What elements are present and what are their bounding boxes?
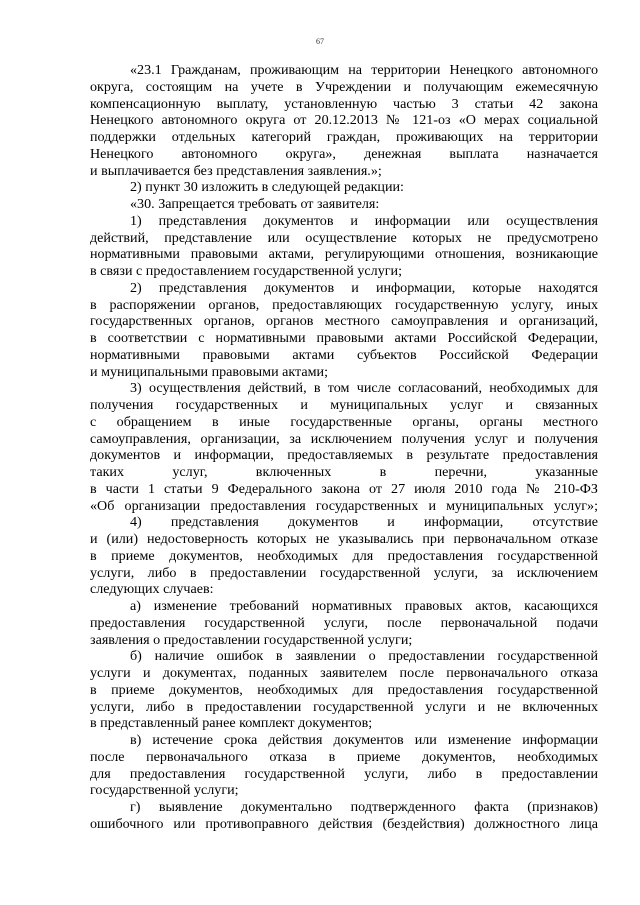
text-line: «Об организации предоставления государственных и муниципальных услуг»; bbox=[90, 497, 598, 514]
text-line: документов и информации, предоставляемых в результате предоставления bbox=[90, 447, 598, 464]
text-line: г) выявление документально подтвержденного факта (признаков) bbox=[130, 799, 598, 815]
text-line: в представленный ранее комплект документов; bbox=[90, 715, 373, 732]
text-line: государственных органов, органов местного самоуправления и организаций, bbox=[90, 313, 598, 330]
text-line: следующих случаев: bbox=[90, 581, 214, 598]
text-line: в части 1 статьи 9 Федерального закона от 27 июля 2010 года № 210-ФЗ bbox=[90, 480, 598, 497]
text-line: «23.1 Гражданам, проживающим на территории Ненецкого автономного bbox=[130, 62, 598, 78]
text-line: в соответствии с нормативными правовыми актами Российской Федерации, bbox=[90, 330, 598, 346]
text-line: и муниципальными правовыми актами; bbox=[90, 363, 329, 380]
text-line: услуги, либо в предоставлении государственной услуги, за исключением bbox=[90, 564, 598, 581]
text-line: в) истечение срока действия документов или изменение информации bbox=[130, 732, 598, 748]
text-line: б) наличие ошибок в заявлении о предоставлении государственной bbox=[130, 648, 598, 665]
text-line: и выплачивается без представления заявления.»; bbox=[90, 162, 382, 179]
text-line: «30. Запрещается требовать от заявителя: bbox=[130, 196, 380, 212]
text-line: для предоставления государственной услуги, либо в предоставлении bbox=[90, 765, 598, 782]
text-line: заявления о предоставлении государственной услуги; bbox=[90, 631, 413, 648]
text-line: государственной услуги; bbox=[90, 782, 239, 799]
text-line: таких услуг, включенных в перечни, указанные bbox=[90, 464, 598, 480]
text-line: в связи с предоставлением государственной услуги; bbox=[90, 263, 402, 279]
text-line: услуги и документах, поданных заявителем после первоначального отказа bbox=[90, 665, 598, 681]
text-line: округа, состоящим на учете в Учреждении и получающим ежемесячную bbox=[90, 78, 598, 95]
text-line: в приеме документов, необходимых для предоставления государственной bbox=[90, 681, 598, 698]
text-line: в распоряжении органов, предоставляющих государственную услугу, иных bbox=[90, 296, 598, 313]
text-line: Ненецкого автономного округа», денежная выплата назначается bbox=[90, 145, 598, 162]
text-line: в приеме документов, необходимых для предоставления государственной bbox=[90, 547, 598, 564]
text-line: Ненецкого автономного округа от 20.12.2013 № 121-оз «О мерах социальной bbox=[90, 112, 598, 129]
text-line: 4) представления документов и информации, отсутствие bbox=[130, 514, 598, 531]
text-line: компенсационную выплату, установленную частью 3 статьи 42 закона bbox=[90, 95, 598, 112]
text-line: а) изменение требований нормативных правовых актов, касающихся bbox=[130, 598, 598, 614]
text-line: и (или) недостоверность которых не указывались при первоначальном отказе bbox=[90, 531, 598, 547]
text-line: получения государственных и муниципальных услуг и связанных bbox=[90, 397, 598, 413]
text-line: 1) представления документов и информации или осуществления bbox=[130, 212, 598, 229]
text-line: предоставления государственной услуги, после первоначальной подачи bbox=[90, 614, 598, 631]
page-number: 67 bbox=[316, 37, 324, 46]
text-line: поддержки отдельных категорий граждан, проживающих на территории bbox=[90, 129, 598, 145]
text-line: 2) пункт 30 изложить в следующей редакции: bbox=[130, 179, 404, 196]
text-line: после первоначального отказа в приеме документов, необходимых bbox=[90, 748, 598, 765]
text-line: нормативными правовыми актами субъектов Российской Федерации bbox=[90, 346, 598, 363]
text-line: 3) осуществления действий, в том числе согласований, необходимых для bbox=[130, 380, 598, 397]
text-line: услуги, либо в предоставлении государственной услуги и не включенных bbox=[90, 698, 598, 715]
text-line: нормативными правовыми актами, регулирующими отношения, возникающие bbox=[90, 246, 598, 263]
document-body bbox=[90, 62, 598, 833]
text-line: с обращением в иные государственные органы, органы местного bbox=[90, 413, 598, 430]
text-line: 2) представления документов и информации, которые находятся bbox=[130, 279, 598, 296]
text-line: ошибочного или противоправного действия (бездействия) должностного лица bbox=[90, 815, 598, 832]
text-line: действий, представление или осуществление которых не предусмотрено bbox=[90, 229, 598, 246]
text-line: самоуправления, организации, за исключением получения услуг и получения bbox=[90, 430, 598, 447]
